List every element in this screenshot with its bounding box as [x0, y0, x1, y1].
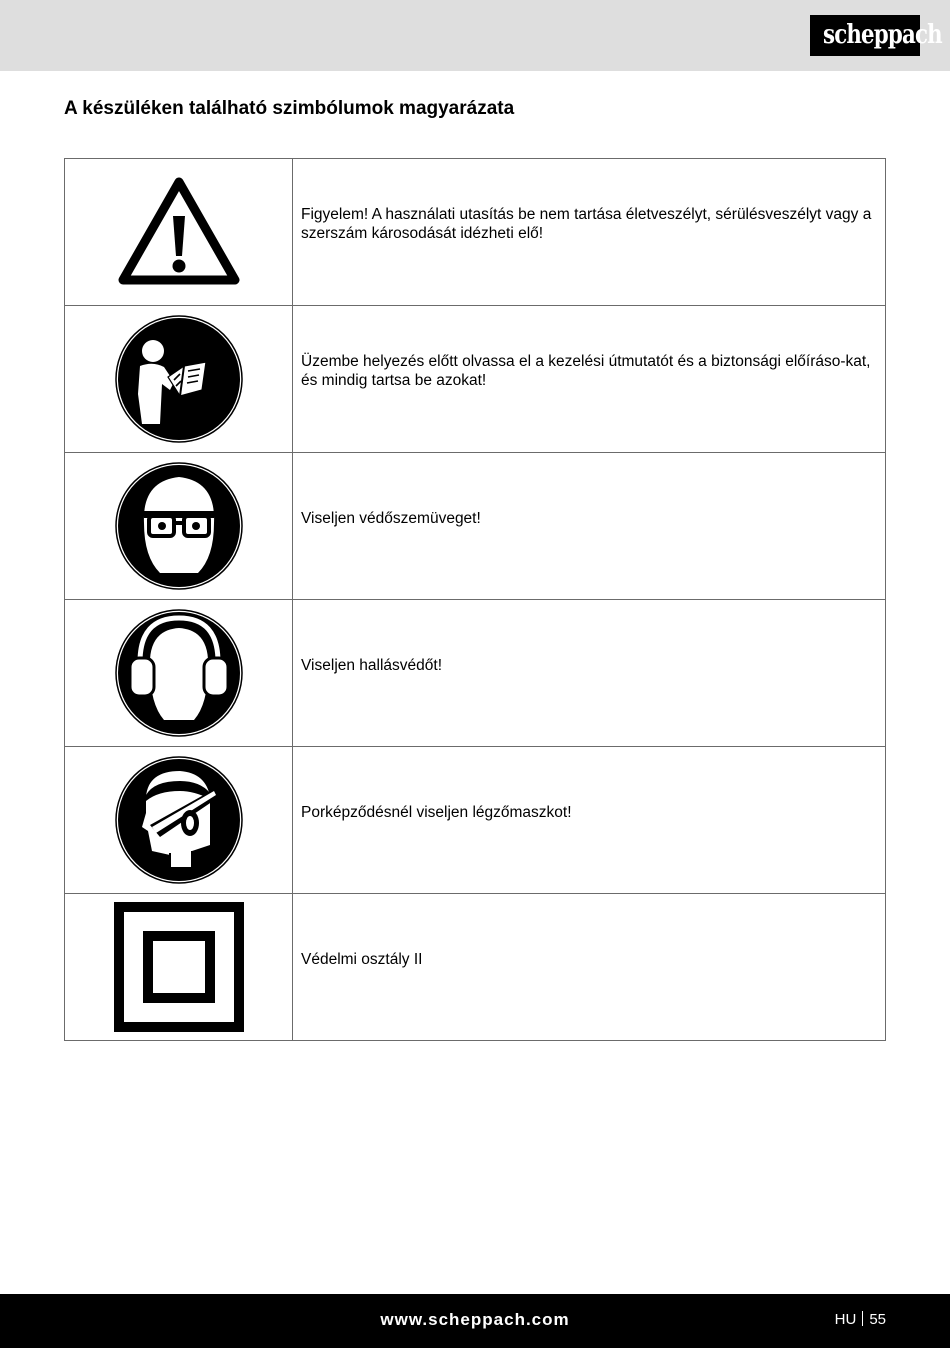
text-cell [293, 306, 886, 453]
symbol-description: Porképződésnél viseljen légzőmaszkot! [301, 803, 572, 821]
table-row [65, 600, 886, 747]
page-indicator [835, 1311, 886, 1328]
protection-class-ii-icon [114, 902, 244, 1032]
icon-cell [65, 894, 293, 1041]
text-cell [293, 747, 886, 894]
icon-cell [65, 306, 293, 453]
table-row [65, 306, 886, 453]
language-code: HU [834, 1311, 857, 1328]
text-cell [293, 894, 886, 1041]
text-cell [293, 159, 886, 306]
symbol-description: Védelmi osztály II [301, 950, 423, 968]
icon-cell [65, 747, 293, 894]
symbol-description: Viseljen hallásvédőt! [301, 656, 443, 674]
warning-triangle-icon [117, 176, 241, 288]
table-row [65, 159, 886, 306]
table-row [65, 894, 886, 1041]
symbol-description: Viseljen védőszemüveget! [301, 509, 481, 527]
symbols-table [64, 158, 886, 1041]
icon-cell [65, 159, 293, 306]
footer-website-link[interactable]: www.scheppach.com [380, 1310, 570, 1329]
scheppach-logo: scheppach [810, 15, 920, 56]
icon-cell [65, 453, 293, 600]
dust-mask-icon [114, 755, 244, 885]
table-row [65, 747, 886, 894]
header-bar [0, 0, 950, 71]
table-row [65, 453, 886, 600]
symbol-description: Figyelem! A használati utasítás be nem tartása életveszélyt, sérülésveszélyt vagy a szerszám károsodását idézheti elő! [301, 206, 872, 242]
ear-protection-icon [114, 608, 244, 738]
icon-cell [65, 600, 293, 747]
footer-bar [0, 1294, 950, 1348]
text-cell [293, 600, 886, 747]
text-cell [293, 453, 886, 600]
symbol-description: Üzembe helyezés előtt olvassa el a kezelési útmutatót és a biztonsági előíráso-kat, és mindig tartsa be azokat! [301, 353, 871, 389]
separator [862, 1311, 863, 1326]
read-manual-icon [114, 314, 244, 444]
page-number: 55 [869, 1311, 886, 1328]
safety-goggles-icon [114, 461, 244, 591]
page-title: A készüléken található szimbólumok magyarázata [64, 98, 515, 119]
